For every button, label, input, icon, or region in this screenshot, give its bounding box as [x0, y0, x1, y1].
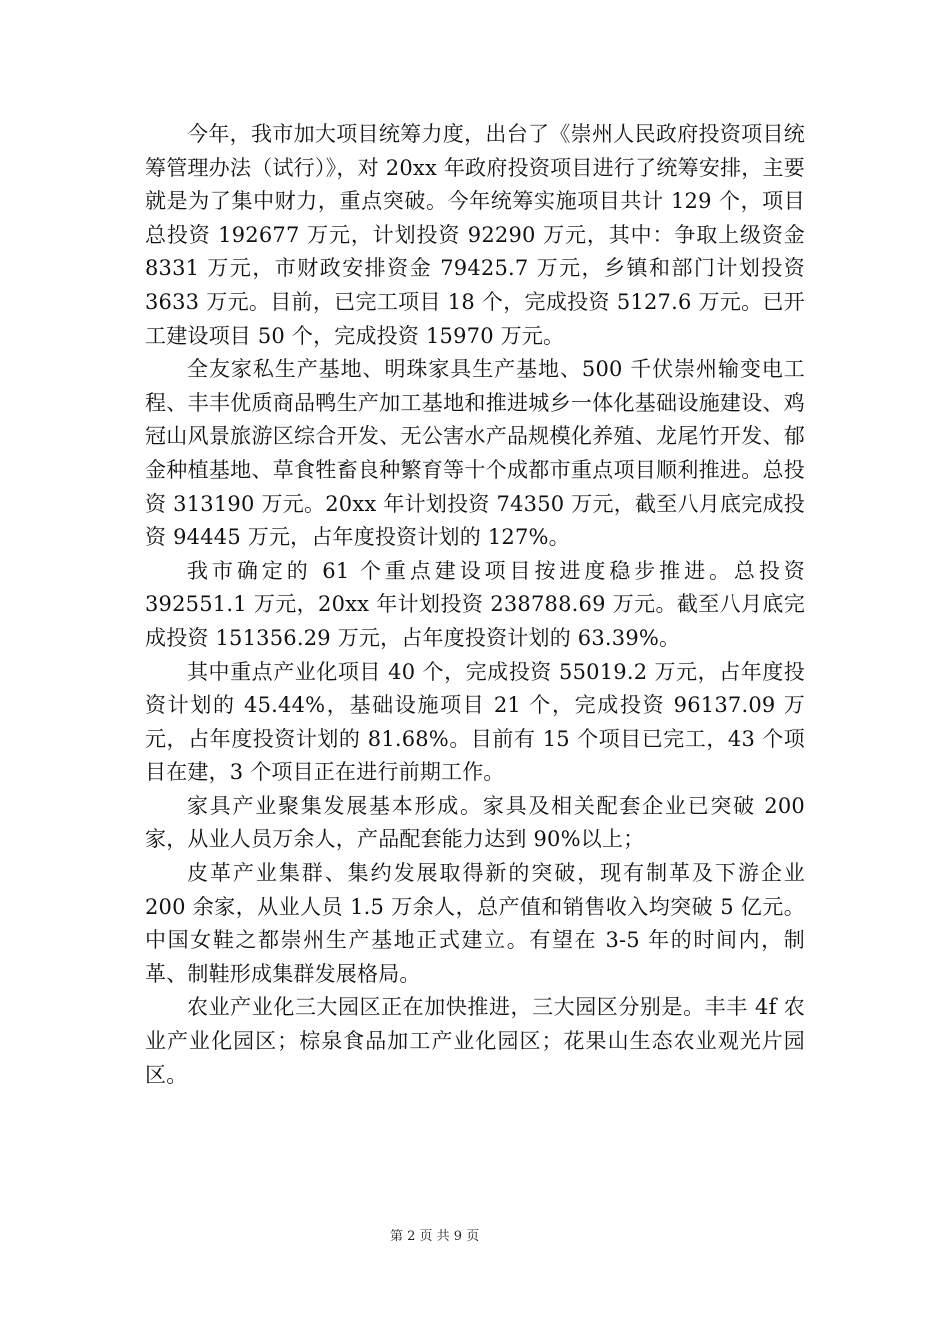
- document-body: [145, 118, 805, 1092]
- paragraph-furniture-industry: 家具产业聚集发展基本形成。家具及相关配套企业已突破 200 家，从业人员万余人，产品配套能力达到 90%以上；: [145, 793, 805, 852]
- page-number-footer: 第 2 页 共 9 页: [390, 1229, 480, 1244]
- paragraph-city-key-projects: 我市确定的 61 个重点建设项目按进度稳步推进。总投资 392551.1 万元，20xx 年计划投资 238788.69 万元。截至八月底完成投资 151356.29 万元，占年度投资计划的 63.39%。: [145, 558, 805, 650]
- paragraph-chengdu-key-projects: 全友家私生产基地、明珠家具生产基地、500 千伏崇州输变电工程、丰丰优质商品鸭生产加工基地和推进城乡一体化基础设施建设、鸡冠山风景旅游区综合开发、无公害水产品规模化养殖、龙尾竹开发、郁金种植基地、草食牲畜良种繁育等十个成都市重点项目顺利推进。总投资 313190 万元。20xx 年计划投资 74350 万元，截至八月底完成投资 94445 万元，占年度投资计划的 127%。: [145, 357, 805, 550]
- paragraph-leather-industry: 皮革产业集群、集约发展取得新的突破，现有制革及下游企业 200 余家，从业人员 1.5 万余人，总产值和销售收入均突破 5 亿元。中国女鞋之都崇州生产基地正式建立。有望在 3-5 年的时间内，制革、制鞋形成集群发展格局。: [145, 861, 805, 986]
- paragraph-project-coordination: 今年，我市加大项目统筹力度，出台了《崇州人民政府投资项目统筹管理办法（试行）》，对 20xx 年政府投资项目进行了统筹安排，主要就是为了集中财力，重点突破。今年统筹实施项目共计 129 个，项目总投资 192677 万元，计划投资 92290 万元，其中：争取上级资金 8331 万元，市财政安排资金 79425.7 万元，乡镇和部门计划投资 3633 万元。目前，已完工项目 18 个，完成投资 5127.6 万元。已开工建设项目 50 个，完成投资 15970 万元。: [145, 122, 805, 348]
- paragraph-industrial-projects: 其中重点产业化项目 40 个，完成投资 55019.2 万元，占年度投资计划的 45.44%，基础设施项目 21 个，完成投资 96137.09 万元，占年度投资计划的 81.68%。目前有 15 个项目已完工，43 个项目在建，3 个项目正在进行前期工作。: [145, 659, 805, 785]
- paragraph-agriculture-parks: 农业产业化三大园区正在加快推进，三大园区分别是。丰丰 4f 农业产业化园区；棕泉食品加工产业化园区；花果山生态农业观光片园区。: [145, 995, 805, 1087]
